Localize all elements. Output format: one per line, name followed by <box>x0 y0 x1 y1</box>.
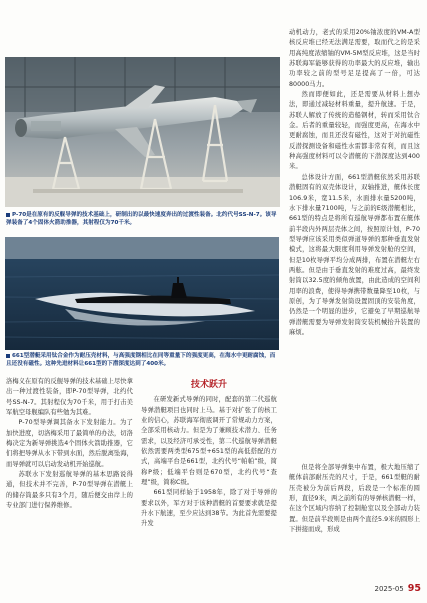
missile-photo-caption: P-70是在原有的反舰导弹的技术基础上，研制出的以最快速度奔出的过渡性装备。北约代号SS-N-7。该导弹装备了4个固体火箭助推器，其射程仅为70千米。 <box>6 212 277 227</box>
paragraph: 总体设计方面，661型潜艇依然采用苏联潜艇固有的双壳体设计，双轴推进，艇体长度106.9米，宽11.5米，水面排水量5200吨，水下排水量7100吨，与之前的E级潜艇相比，661型的特点是将所有巡航导弹都布置在艇体前半段内外两层壳体之间，按照原计划，P-70型导弹应该采用类似弹道导弹的那种垂直发射模式，这将最大限度利用导弹发射舱的空间，但是10枚导弹平均分成两排，布置在潜艇左右两舷。但是由于垂直发射的难度过高，最终发射筒以32.5度的倾角放置，由此造成的空间利用率的浪费，使得导弹携带数量降至10枚，与原创，为了导弹发射筒设置固顶的安装角度，仍然是一个明显的进步，它避免了早期巡航导弹潜艇需要为导弹发射筒安装机械抬升装置的麻烦。 <box>289 173 420 336</box>
paragraph: P-70型导弹调其备水下发射能力。为了加快进度，切洛梅采用了最简单的办法，切洛梅决定为新导弹挑选4个固体火箭助推器，它们将把导弹从水下带到水面，然后脱离坠海，而导弹就可以启动发动机开始巡航。 <box>6 419 133 468</box>
caption-marker-icon <box>6 213 10 217</box>
middle-column <box>141 377 277 530</box>
missile-photo <box>5 57 280 207</box>
left-column <box>6 377 133 511</box>
paragraph: 洛梅义在原有的反舰导弹的技术基础上尽快拿出一种过渡性装备，即P-70型导弹，北约代号SS-N-7。其射程仅为70千米，用于打击美军航空母舰编队有些勉为其难。 <box>6 378 133 417</box>
paragraph: 动机动力，老式的采用20%铀浓度的VM-A型核反应堆已经无法满足需要，取而代之的是采用高纯度浓缩铀的VM-5M型反应堆，这是当时苏联海军能够获得的功率最大的反应堆，输出功率较之前的型号足足提高了一倍，可达80000马力。 <box>289 29 420 88</box>
paragraph: 苏联水下发射巡航导弹的基本思路说得通，但技术并不完善，P-70型导弹在潜艇上的储存筒最多只有3个月，随后便交由岸上的专业部门进行保养维修。 <box>6 471 133 510</box>
section-heading: 技术跃升 <box>190 380 228 390</box>
paragraph: 然而即便如此，还是需要从材料上想办法，即通过减轻材料重量，提升航速。于是，苏联人解放了传统的造船钢材，转而采用钛合金。后者的重量较轻，而强度更高，在海水中更耐腐蚀，而且还没有磁性，这对于对抗磁性反潜探测设备和磁性水雷都非常有利，而且这种高强度材料可以令潜艇的下潜深度达到400米。 <box>289 91 420 171</box>
paragraph: 661型同样始于1958年，除了对于导弹的要求以外，军方对于该种潜艇的首要要求就是提升水下航速，至少应达到38节。为此首先需要提升发 <box>141 489 277 528</box>
submarine-photo-caption: 661型潜艇采用钛合金作为耐压壳材料，与高强度钢相比在同等重量下的强度更高，在海水中更耐腐蚀，而且还没有磁性。这种先进材料让661型的下潜深度达到了400米。 <box>6 353 276 368</box>
paragraph: 但是将全部导弹集中布置，极大地压缩了艇体前部耐压壳的尺寸，于是，661型艇的耐压壳被分为前后两段，后段是一个标准的圆形，直径9米，两之前所有的导弹核潜艇一样，在这个区域内容纳了控制舱室以及全部动力装置。但是前半段则是由两个直径5.9米的圆形上下拼接而成，形成 <box>289 464 420 534</box>
right-column-bottom <box>289 463 420 535</box>
issue-number: 2025-05 <box>374 585 404 593</box>
paragraph: 在研发新式导弹的同时，配套的第二代巡航导弹潜艇项目也同时上马。基于对扩张了的核工业的信心，苏联海军彻底调开了常规动力方案，全部采用核动力。但是为了兼顾技术潜力、任务需求，以及经济可承受性，第二代巡航导弹潜艇依然需要两类型675型+651型的高低搭配的方式，高端平台是661型，北约代号“帕帕”级，简称P级；低端平台则是670型，北约代号“查理”级，简称C级。 <box>141 396 277 487</box>
caption-marker-icon <box>6 354 10 358</box>
page-number: 95 <box>407 583 421 594</box>
page-footer <box>375 583 421 594</box>
right-column-top <box>289 28 420 338</box>
submarine-photo <box>5 237 279 350</box>
